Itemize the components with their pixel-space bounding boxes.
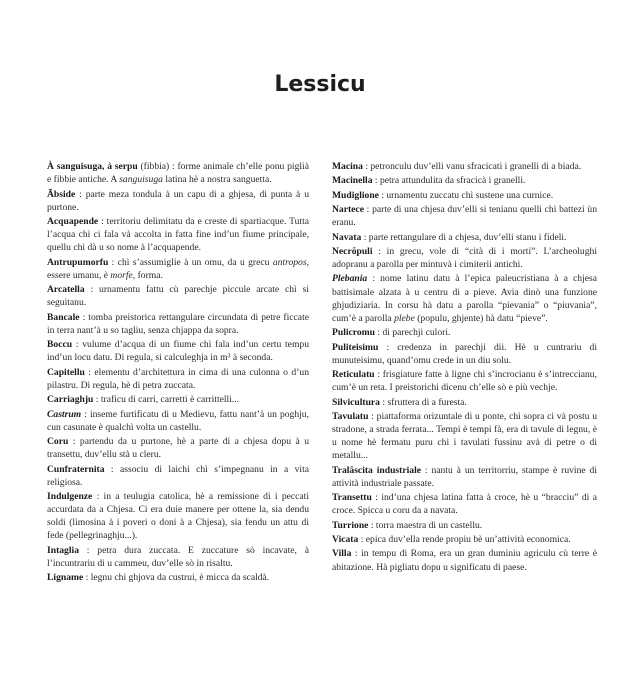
glossary-term: Bancale xyxy=(47,311,80,323)
definition-text: : petra dura zuccata. E zuccature sò incavate, à l’incuntrariu di u cammeu, duv’elle sò in risaltu. xyxy=(47,544,309,569)
glossary-term: Transettu xyxy=(332,492,372,504)
glossary-entry xyxy=(332,491,597,517)
glossary-term: Mudiglione xyxy=(332,189,379,201)
glossary-definition xyxy=(47,312,309,336)
glossary-definition xyxy=(368,520,482,531)
glossary-definition xyxy=(47,189,309,213)
glossary-entry xyxy=(47,490,309,543)
glossary-definition xyxy=(332,204,597,228)
glossary-definition xyxy=(358,534,570,545)
definition-text: : sfruttera di a furesta. xyxy=(379,396,467,408)
definition-text: : legnu chì ghjova da custrui, è micca da scaldà. xyxy=(83,572,270,584)
definition-text: : ind’una chjesa latina fatta à croce, hè u “bracciu” di a croce. Spicca u coru da a navata. xyxy=(332,492,597,517)
glossary-entry xyxy=(332,245,597,271)
glossary-entry xyxy=(332,174,597,187)
glossary-term: Silvicultura xyxy=(332,396,380,408)
definition-text: : traficu di carri, carretti è carrittelli... xyxy=(93,394,240,406)
glossary-entry xyxy=(332,464,597,490)
glossary-term: Capitellu xyxy=(47,366,85,378)
definition-italic-text: sanguisuga xyxy=(119,174,163,186)
glossary-entry xyxy=(47,256,309,282)
definition-text: : chì s’assumiglie à un omu, da u grecu xyxy=(108,256,273,268)
glossary-term: Coru xyxy=(47,436,69,447)
glossary-column-right xyxy=(332,160,597,575)
glossary-term: Necrõpuli xyxy=(332,245,373,257)
glossary-definition xyxy=(47,545,309,569)
definition-text: (populu, ghjente) hà datu “pieve”. xyxy=(414,312,548,324)
glossary-term: Indulgenze xyxy=(47,491,93,502)
glossary-definition xyxy=(361,232,566,243)
glossary-entry xyxy=(332,326,597,339)
glossary-definition xyxy=(379,190,553,201)
glossary-definition xyxy=(83,572,269,583)
definition-text: : frisgiature fatte à ligne chì s’incrocianu è s’intreccianu, cum’è un reta. I preistorichi dicenu ch’elle sò e più vechje. xyxy=(332,369,597,394)
definition-text: : associu di laichi chì s’impegnanu in a vita religiosa. xyxy=(47,463,309,488)
definition-text: : torra maestra di un castellu. xyxy=(368,519,483,531)
glossary-definition xyxy=(47,367,309,391)
glossary-entry xyxy=(332,203,597,229)
glossary-definition xyxy=(380,397,467,408)
definition-text: : di parechji culori. xyxy=(375,327,451,339)
glossary-term: Macinella xyxy=(332,175,373,187)
page-title: Lessicu xyxy=(274,72,366,97)
definition-text: , essere umanu, è xyxy=(47,256,309,281)
glossary-entry xyxy=(332,160,597,173)
definition-text: (fibbia) : forme animale ch’elle ponu piglià e fibbie antiche. A xyxy=(47,161,309,186)
glossary-entry xyxy=(47,366,309,392)
definition-text: : petra attundulita da sfracicà i granelli. xyxy=(372,175,526,187)
glossary-entry xyxy=(332,533,597,546)
glossary-entry xyxy=(47,311,309,337)
glossary-definition xyxy=(332,246,597,270)
glossary-entry xyxy=(332,547,597,573)
glossary-definition xyxy=(47,339,309,363)
glossary-term: Plebania xyxy=(332,273,368,285)
glossary-entry xyxy=(332,272,597,325)
glossary-entry xyxy=(332,410,597,463)
glossary-entry xyxy=(47,283,309,309)
glossary-entry xyxy=(47,160,309,186)
glossary-definition xyxy=(47,409,309,433)
definition-text: : urnamentu zuccatu chì sustene una curnice. xyxy=(378,189,554,201)
glossary-term: Carriaghju xyxy=(47,394,94,406)
glossary-definition xyxy=(332,548,597,572)
definition-text: : territoriu delimitatu da e creste di spartiacque. Tutta l’acqua chì ci fala và accolta in fatta fine ind’un fiume principale, quellu chì dà u so nome à l’acquapende. xyxy=(47,216,309,254)
glossary-definition xyxy=(373,175,526,186)
glossary-term: Navata xyxy=(332,231,362,243)
glossary-entry xyxy=(47,188,309,214)
glossary-term: Tavulatu xyxy=(332,410,369,422)
glossary-entry xyxy=(47,393,309,406)
definition-text: : partendu da u purtone, hè a parte di a chjesa dopu à u transettu, duv’ellu stà u cleru. xyxy=(47,436,309,461)
definition-text: : inseme furtificatu di u Medievu, fattu nant’à un poghju, cun casunate è qualchì volta un castellu. xyxy=(47,408,309,433)
glossary-term: Antrupumorfu xyxy=(47,256,109,268)
definition-text: : credenza in parechji dii. Hè u cuntrariu di munuteisimu, quand’omu crede in un diu solu. xyxy=(332,341,597,366)
glossary-term: Cunfraternita xyxy=(47,463,105,475)
definition-text: latina hè a nostra sanguetta. xyxy=(162,174,272,186)
glossary-definition xyxy=(47,284,309,308)
glossary-term: Reticulatu xyxy=(332,369,375,381)
glossary-entry xyxy=(47,338,309,364)
glossary-term: Ligname xyxy=(47,572,84,584)
glossary-entry xyxy=(47,463,309,489)
definition-text: : piattaforma orizuntale di u ponte, chì sopra ci và postu u stradone, a strada ferrata... Tempi è tempi fà, era di tavule di legnu, è u nome hè fermatu puru chì i tavulati fussinu avà di petre o di metallu... xyxy=(332,410,597,462)
glossary-term: Nartece xyxy=(332,204,364,216)
glossary-term: Turrione xyxy=(332,519,369,531)
glossary-entry xyxy=(47,435,309,461)
definition-text: : in a teulugia catolica, hè a remissione di i peccati accurdata da a Chjesa. Ci era duie manere per ottene la, sia dendu soldi (limosina à i poveri o doni à a Chjesa), sia fendu un attu di fede (pellegrinaghju...). xyxy=(47,491,309,542)
glossary-term: Castrum xyxy=(47,408,82,420)
glossary-definition xyxy=(332,273,597,323)
definition-text: : nome latinu datu à l’epica paleucristiana à a chjesa battisimale alzata à u centru di a pieve. Avia dinò una funzione ghjudiziaria. In corsu hà datu a parolla “pievania” o “piuvania”, cum’è a parolla xyxy=(332,273,597,324)
definition-text: : epica duv’ella rende propiu bè un’attività economica. xyxy=(358,534,571,546)
glossary-entry xyxy=(47,408,309,434)
definition-italic-text: plebe xyxy=(394,312,415,324)
glossary-entry xyxy=(47,215,309,254)
glossary-definition xyxy=(332,411,597,461)
definition-text: : elementu d’architettura in cima di una culonna o d’un pilastru. Di regula, hè di petra zuccata. xyxy=(47,366,309,391)
definition-text: : parte di una chjesa duv’elli si tenianu quelli chì battezi ùn eranu. xyxy=(332,204,597,229)
glossary-term: Tralãscita industriale xyxy=(332,464,421,476)
definition-text: : vulume d’acqua di un fiume chì fala ind’un certu tempu ind’un locu datu. Di regula, si calculeghja in m³ à seconda. xyxy=(47,339,309,364)
glossary-column-left xyxy=(47,160,309,586)
glossary-term: Pulicromu xyxy=(332,327,375,339)
glossary-entry xyxy=(332,519,597,532)
glossary-term: Villa xyxy=(332,548,352,560)
glossary-term: À sanguisuga, à serpu xyxy=(47,161,138,172)
definition-italic-text: antropos xyxy=(272,256,307,268)
glossary-term: Macina xyxy=(332,161,363,172)
glossary-term: Arcatella xyxy=(47,284,85,296)
definition-italic-text: morfe xyxy=(110,269,133,281)
glossary-term: Intaglia xyxy=(47,544,79,556)
definition-text: , forma. xyxy=(132,269,163,281)
glossary-entry xyxy=(332,231,597,244)
glossary-entry xyxy=(332,396,597,409)
glossary-definition xyxy=(332,492,597,516)
glossary-definition xyxy=(93,394,239,405)
glossary-entry xyxy=(332,189,597,202)
glossary-term: Boccu xyxy=(47,339,73,351)
definition-text: : tomba preistorica rettangulare circundata di petre ficcate in terra nant’à u so tagliu, senza chjappa da sopra. xyxy=(47,311,309,336)
glossary-definition xyxy=(363,161,581,172)
definition-text: : parte rettangulare di a chjesa, duv’elli stanu i fideli. xyxy=(361,231,567,243)
glossary-term: Vicata xyxy=(332,534,359,546)
glossary-definition xyxy=(47,436,309,460)
definition-text: : in tempu di Roma, era un gran duminiu agriculu cù terre è abitazione. Hà pigliatu dopu u significatu di paese. xyxy=(332,548,597,573)
glossary-entry xyxy=(332,368,597,394)
glossary-entry xyxy=(332,341,597,367)
definition-text: : urnamentu fattu cù parechje piccule arcate chì si seguitanu. xyxy=(47,284,309,309)
definition-text: : parte meza tondula à un capu di a ghjesa, di punta à u purtone. xyxy=(47,188,309,213)
glossary-entry xyxy=(47,571,309,584)
definition-text: : nantu à un territorriu, stampe è ruvine di attività industriale passate. xyxy=(332,464,597,489)
definition-text: : petronculu duv’elli vanu sfracicati i granelli di a biada. xyxy=(362,161,582,172)
glossary-term: Puliteisimu xyxy=(332,341,379,353)
glossary-term: Ãbside xyxy=(47,188,76,200)
definition-text: : in grecu, vole di “cità di i morti”. L’archeolughi adopranu a parolla per mintuvà i cimiterii antichi. xyxy=(332,245,597,271)
glossary-term: Acquapende xyxy=(47,216,99,227)
glossary-definition xyxy=(375,327,450,338)
glossary-entry xyxy=(47,544,309,570)
